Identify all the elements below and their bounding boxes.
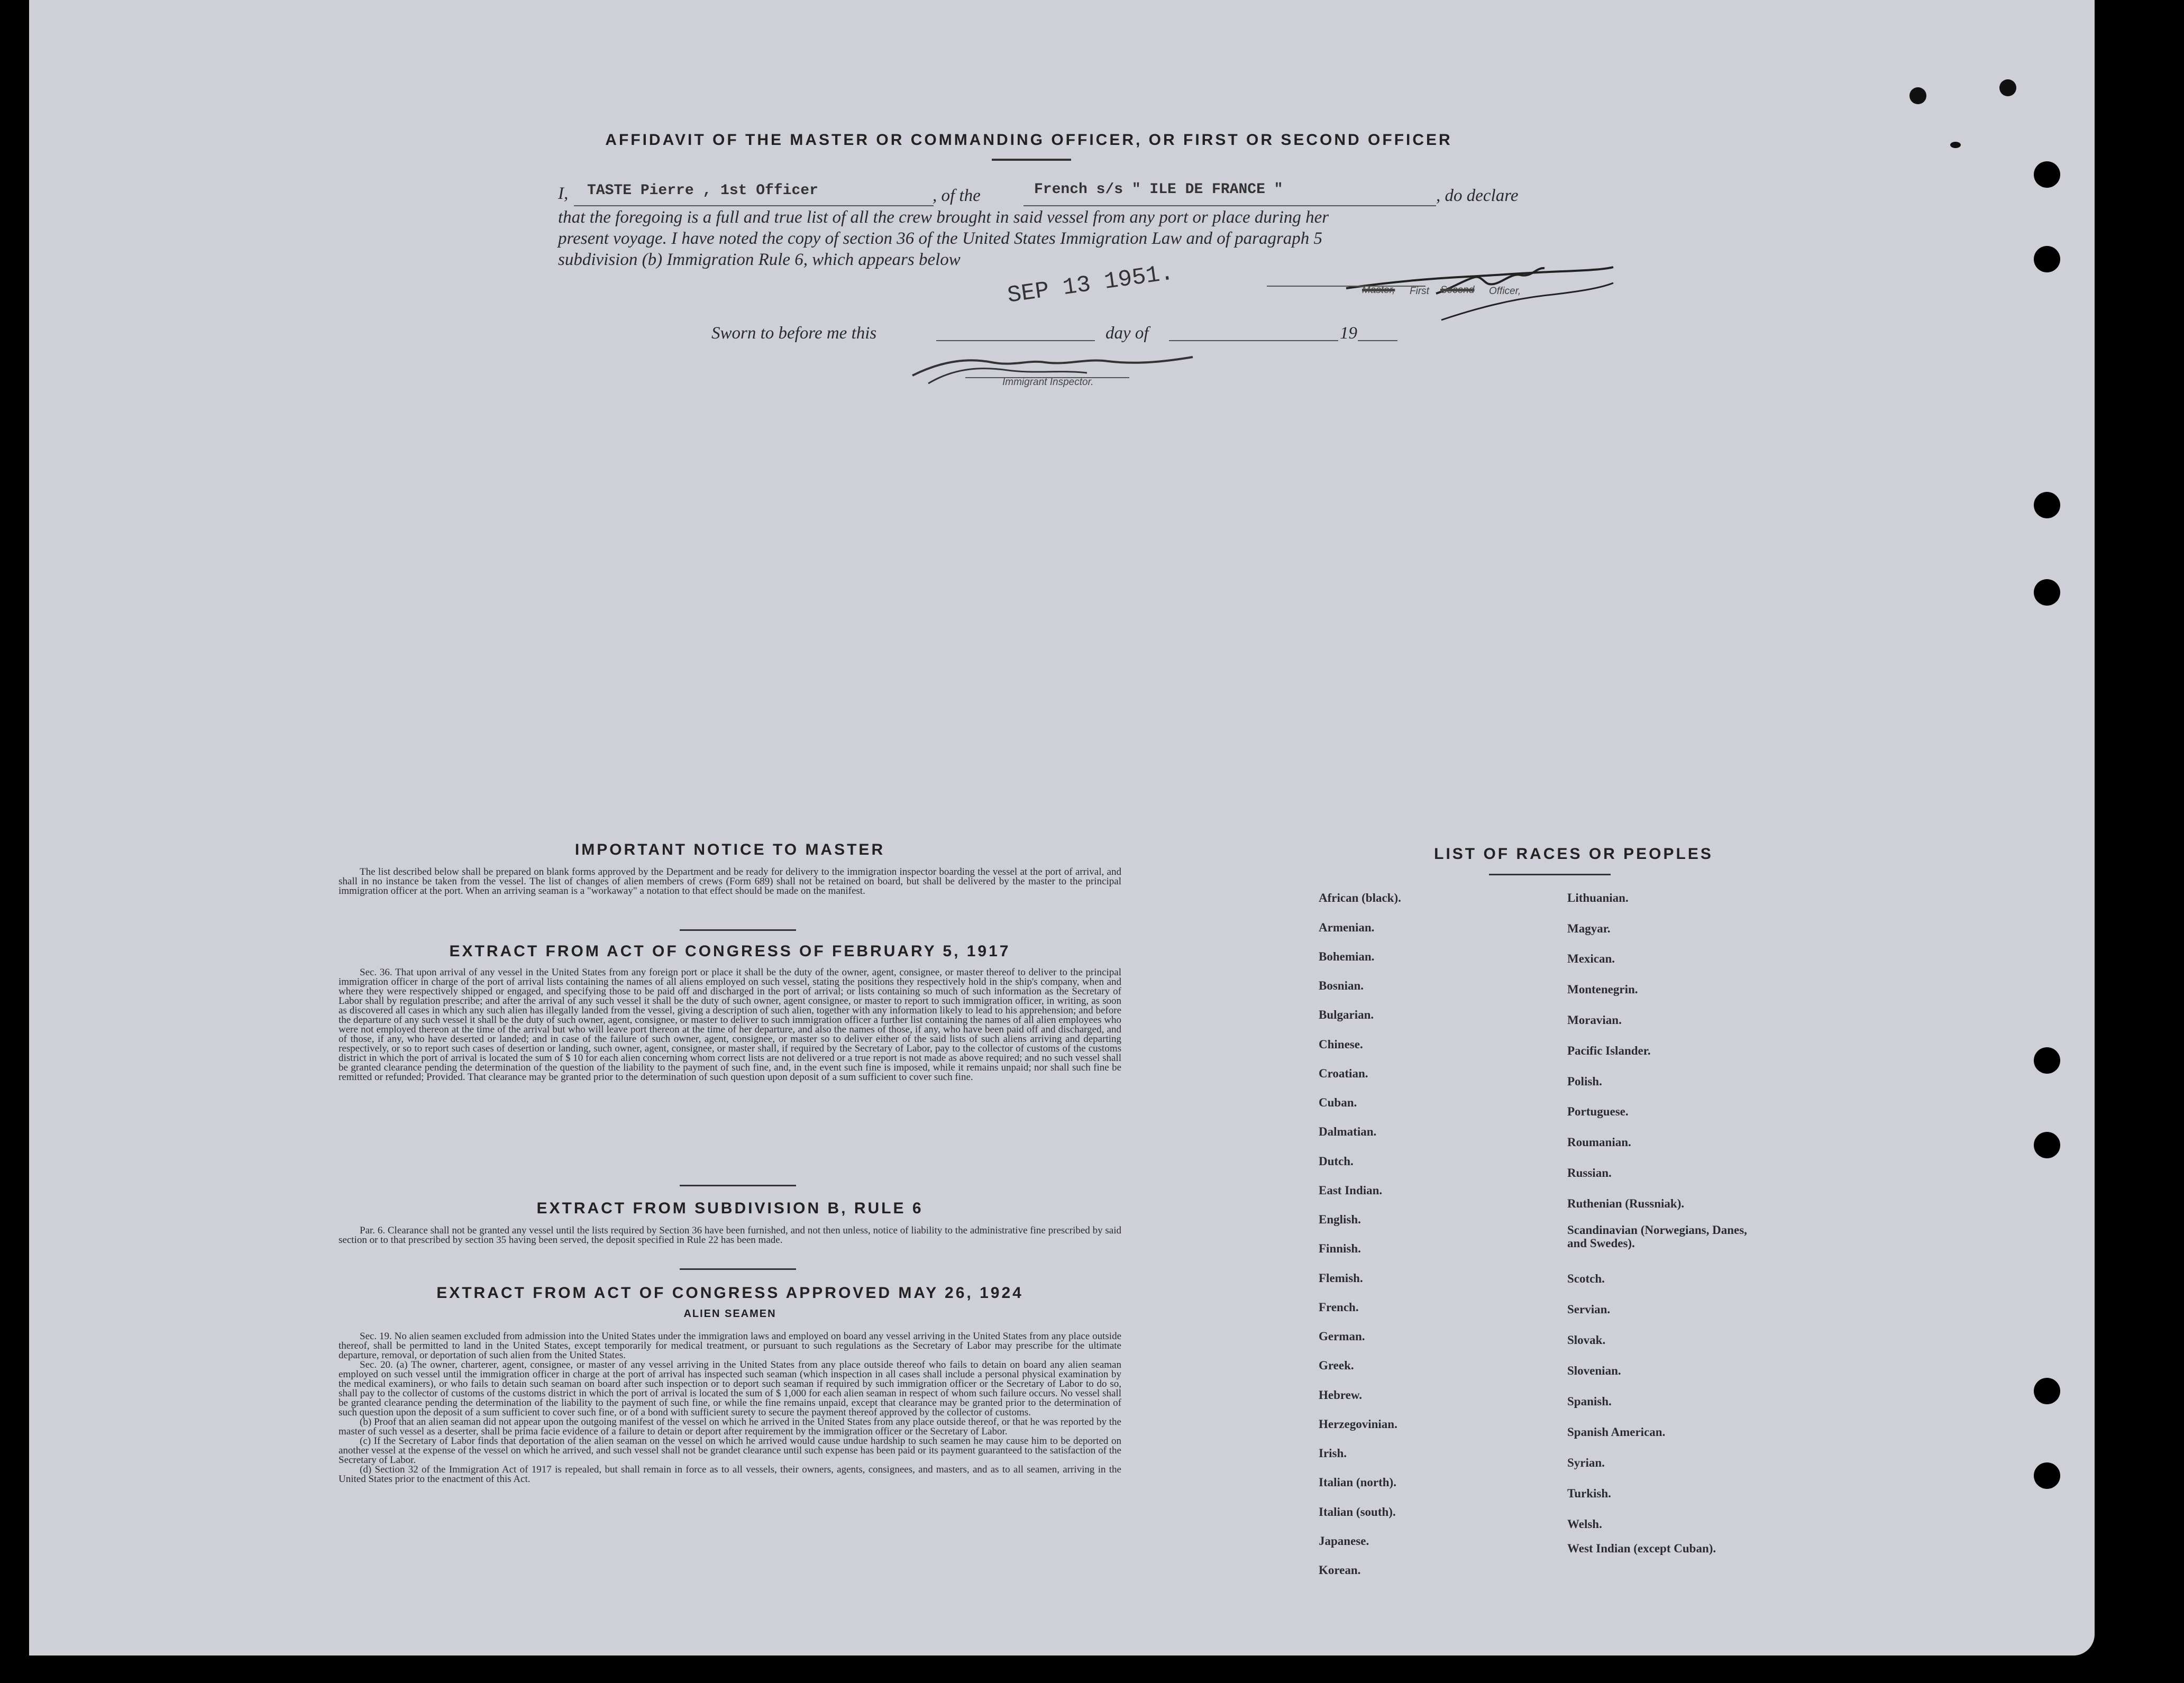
race-item: Lithuanian.	[1567, 891, 1629, 904]
race-item: Welsh.	[1567, 1517, 1602, 1531]
separator	[680, 929, 796, 931]
ink-speck	[1999, 79, 2016, 96]
date-stamp: SEP 13 1951.	[1006, 260, 1176, 309]
subdivision-text	[339, 1226, 1121, 1245]
officer-name-value: TASTE Pierre , 1st Officer	[587, 182, 818, 199]
subdivision-title: EXTRACT FROM SUBDIVISION B, RULE 6	[536, 1200, 924, 1217]
signature-officer: Officer,	[1489, 286, 1521, 297]
notice-text	[339, 867, 1121, 896]
punch-hole	[2034, 246, 2060, 272]
race-item: Turkish.	[1567, 1487, 1611, 1500]
of-the-label: , of the	[933, 186, 981, 205]
race-item: Magyar.	[1567, 922, 1611, 935]
race-item: Slovenian.	[1567, 1364, 1621, 1377]
race-item: Armenian.	[1319, 921, 1375, 934]
document-page	[29, 0, 2095, 1655]
race-item: Moravian.	[1567, 1013, 1622, 1027]
extract-1924-paragraph: Sec. 20. (a) The owner, charterer, agent, consignee, or master of any vessel arriving in the United States from any place outside thereof who fails to detain on board any alien seaman employed on such vessel until the immigration officer in charge at the port of arrival has inspected such seaman (which inspection in all cases shall include a personal physical examination by the medical examiners), or who fails to detain such seaman on board after such inspection or to deport such seaman if required by such immigration officer or the Secretary of Labor to do so, shall pay to the collector of customs of the customs district in which the port of arrival is located the sum of $ 1,000 for each alien seaman in respect of whom such failure occurs. No vessel shall be granted clearance pending the determination of the liability to the payment of such fine, or while the fine remains unpaid, except that clearance may be granted prior to the determination of such question upon the deposit of a sum sufficient to cover such fine, or of a bond with sufficient surety to secure the payment thereof approved by the collector of customs.	[339, 1359, 1121, 1418]
race-item: Ruthenian (Russniak).	[1567, 1197, 1685, 1210]
race-item: Bohemian.	[1319, 950, 1375, 963]
declaration-line-2: that the foregoing is a full and true list of all the crew brought in said vessel from any port or place during her	[558, 208, 1329, 227]
extract-1924-paragraph: Sec. 19. No alien seamen excluded from admission into the United States under the immigration laws and employed on board any vessel arriving in the United States from any place outside thereof, shall be permitted to land in the United States, except temporarily for medical treatment, or pursuant to such regulations as the Secretary of Labor may prescribe for the ultimate departure, removal, or deportation of such alien from the United States.	[339, 1331, 1121, 1361]
race-item: Italian (south).	[1319, 1505, 1396, 1519]
race-item: Chinese.	[1319, 1038, 1363, 1051]
race-item: African (black).	[1319, 891, 1401, 904]
races-title: LIST OF RACES OR PEOPLES	[1434, 845, 1713, 863]
i-label: I,	[558, 184, 569, 203]
race-item: Flemish.	[1319, 1272, 1363, 1285]
ink-speck	[1950, 142, 1961, 148]
race-item: Polish.	[1567, 1075, 1602, 1088]
vessel-value: French s/s " ILE DE FRANCE "	[1034, 181, 1283, 198]
do-declare-label: , do declare	[1436, 186, 1519, 205]
race-item: French.	[1319, 1301, 1359, 1314]
race-item: English.	[1319, 1213, 1361, 1226]
affidavit-title: AFFIDAVIT OF THE MASTER OR COMMANDING OFFICER, OR FIRST OR SECOND OFFICER	[605, 131, 1452, 149]
race-item: Mexican.	[1567, 952, 1615, 965]
race-item: Korean.	[1319, 1563, 1361, 1577]
separator	[680, 1185, 796, 1186]
race-item: Spanish American.	[1567, 1425, 1666, 1439]
race-item: Hebrew.	[1319, 1388, 1362, 1402]
race-item: Portuguese.	[1567, 1105, 1629, 1118]
race-item: Croatian.	[1319, 1067, 1368, 1080]
sworn-label: Sworn to before me this	[711, 324, 877, 343]
race-item: Pacific Islander.	[1567, 1044, 1651, 1057]
declaration-line-4: subdivision (b) Immigration Rule 6, which appears below	[558, 250, 961, 269]
extract-1924-text	[339, 1332, 1121, 1484]
declaration-line-3: present voyage. I have noted the copy of section 36 of the United States Immigration Law and of paragraph 5	[558, 229, 1323, 248]
signature-first: First	[1410, 286, 1429, 297]
race-item: West Indian (except Cuban).	[1567, 1542, 1716, 1555]
signature-master-struck: Master,	[1362, 285, 1395, 296]
year-prefix: 19	[1340, 324, 1357, 343]
extract-1924-paragraph: (b) Proof that an alien seaman did not appear upon the outgoing manifest of the vessel on which he arrived in the United States from any place outside thereof, or that he was reported by the master of such vessel as a deserter, shall be prima facie evidence of a failure to detain or deport after requirement by the immigration officer or the Secretary of Labor.	[339, 1416, 1121, 1437]
punch-hole	[2034, 1132, 2060, 1158]
races-title-underline	[1489, 874, 1611, 875]
race-item: Roumanian.	[1567, 1136, 1631, 1149]
race-item: Japanese.	[1319, 1534, 1369, 1548]
extract-1917-paragraph: Sec. 36. That upon arrival of any vessel in the United States from any foreign port or place it shall be the duty of the owner, agent, consignee, or master thereof to deliver to the principal immigration officer in charge of the port of arrival lists containing the names of all aliens employed on such vessel, stating the positions they respectively hold in the ship's company, when and where they were respectively shipped or engaged, and specifying those to be paid off and discharged in the port of arrival; or lists containing so much of such information as the Secretary of Labor shall by regulation prescribe; and after the arrival of any such vessel it shall be the duty of such owner, agent consignee, or master to report to such immigration officer, in writing, as soon as discovered all cases in which any such alien has illegally landed from the vessel, giving a description of such alien, together with any information likely to lead to his apprehension; and before the departure of any such vessel it shall be the duty of such owner, agent, consignee, or master to deliver to such immigration officer a further list containing the names of all alien employees who were not employed thereon at the time of the arrival but who will leave port thereon at the time of her departure, and also the names of those, if any, who have been paid off and discharged, and of those, if any, who have deserted or landed; and in case of the failure of such owner, agent, consignee, or master so to deliver either of the said lists of such aliens arriving and departing respectively, or so to report such cases of desertion or landing, such owner, agent, consignee, or master shall, if required by the Secretary of Labor, pay to the collector of customs of the customs district in which the port of arrival is located the sum of $ 10 for each alien concerning whom correct lists are not delivered or a true report is not made as above required; and no such vessel shall be granted clearance pending the determination of the question of the liability to the payment of such fine, and, in the event such fine is imposed, while it remains unpaid; nor shall such fine be remitted or refunded; Provided. That clearance may be granted prior to the determination of such question upon deposit of a sum sufficient to cover such fine.	[339, 967, 1121, 1083]
race-item: Greek.	[1319, 1359, 1354, 1372]
subdivision-paragraph: Par. 6. Clearance shall not be granted any vessel until the lists required by Section 36 have been furnished, and not then unless, notice of liability to the administrative fine prescribed by said section or to that prescribed by section 35 having been served, the deposit specified in Rule 22 has been made.	[339, 1225, 1121, 1246]
race-item: Montenegrin.	[1567, 983, 1638, 996]
vessel-line	[1024, 205, 1436, 206]
race-item: Irish.	[1319, 1447, 1347, 1460]
signature-line	[1267, 286, 1425, 287]
race-item: Italian (north).	[1319, 1476, 1396, 1489]
title-underline	[992, 159, 1071, 161]
punch-hole	[2034, 161, 2060, 188]
race-item: Servian.	[1567, 1303, 1611, 1316]
separator	[680, 1268, 796, 1270]
race-item: East Indian.	[1319, 1184, 1383, 1197]
race-item: Slovak.	[1567, 1333, 1606, 1347]
race-item: Russian.	[1567, 1166, 1612, 1179]
race-item: Dalmatian.	[1319, 1125, 1377, 1138]
punch-hole	[2034, 1047, 2060, 1074]
extract-1924-title: EXTRACT FROM ACT OF CONGRESS APPROVED MAY 26, 1924	[436, 1284, 1024, 1302]
notice-title: IMPORTANT NOTICE TO MASTER	[574, 841, 885, 858]
notice-paragraph: The list described below shall be prepared on blank forms approved by the Department and be ready for delivery to the immigration inspector boarding the vessel at the port of arrival, and shall in no instance be taken from the vessel. The list of changes of alien members of crews (Form 689) shall not be retained on board, but shall be delivered by the master to the principal immigration officer at the port. When an arriving seaman is a "workaway" a notation to that effect should be made on the manifest.	[339, 866, 1121, 897]
race-item: Syrian.	[1567, 1456, 1605, 1469]
month-line	[1169, 340, 1338, 341]
signature-second-struck: Second	[1440, 285, 1475, 296]
punch-hole	[2034, 492, 2060, 518]
extract-1924-subtitle: ALIEN SEAMEN	[683, 1308, 776, 1320]
extract-1917-text	[339, 968, 1121, 1082]
race-item: Herzegovinian.	[1319, 1417, 1397, 1431]
race-item: German.	[1319, 1330, 1365, 1343]
race-item: Spanish.	[1567, 1395, 1612, 1408]
officer-name-line	[574, 205, 934, 206]
race-item: Scotch.	[1567, 1272, 1605, 1285]
race-item: Dutch.	[1319, 1155, 1354, 1168]
race-item: Finnish.	[1319, 1242, 1361, 1255]
race-item: Scandinavian (Norwegians, Danes, and Swedes).	[1567, 1223, 1747, 1250]
sworn-date-line	[936, 340, 1095, 341]
year-line	[1358, 340, 1397, 341]
punch-hole	[2034, 1462, 2060, 1489]
race-item: Cuban.	[1319, 1096, 1357, 1109]
punch-hole	[2034, 1378, 2060, 1404]
extract-1924-paragraph: (d) Section 32 of the Immigration Act of 1917 is repealed, but shall remain in force as to all vessels, their owners, agents, consignees, and masters, and as to all seamen, arriving in the United States prior to the enactment of this Act.	[339, 1464, 1121, 1485]
day-of-label: day of	[1105, 324, 1149, 343]
punch-hole	[2034, 579, 2060, 606]
race-item: Bosnian.	[1319, 979, 1364, 992]
race-item: Bulgarian.	[1319, 1008, 1374, 1021]
extract-1917-title: EXTRACT FROM ACT OF CONGRESS OF FEBRUARY 5, 1917	[449, 943, 1011, 960]
ink-speck	[1909, 87, 1926, 104]
extract-1924-paragraph: (c) If the Secretary of Labor finds that deportation of the alien seaman on the vessel on which he arrived would cause undue hardship to such seamen he may cause him to be deported on another vessel at the expense of the vessel on which he arrived, and such vessel shall not be grandet clearance until such expense has been paid or its payment guaranteed to the satisfaction of the Secretary of Labor.	[339, 1435, 1121, 1466]
inspector-label: Immigrant Inspector.	[1002, 377, 1094, 388]
